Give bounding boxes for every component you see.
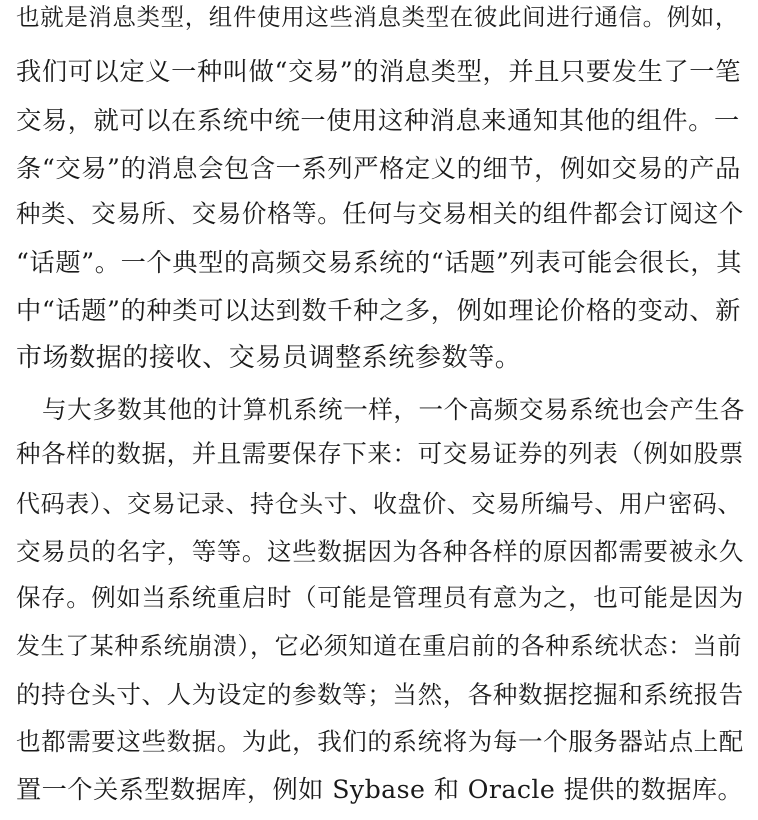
text-line: “话题”。一个典型的高频交易系统的“话题”列表可能会很长，其 (16, 248, 743, 277)
text-line: 市场数据的接收、交易员调整系统参数等。 (16, 343, 522, 373)
text-line: 也就是消息类型，组件使用这些消息类型在彼此间进行通信。例如， (16, 3, 739, 31)
text-line: 中“话题”的种类可以达到数千种之多，例如理论价格的变动、新 (16, 296, 741, 325)
text-line: 我们可以定义一种叫做“交易”的消息类型，并且只要发生了一笔 (16, 57, 741, 86)
text-line: 条“交易”的消息会包含一系列严格定义的细节，例如交易的产品 (16, 154, 741, 183)
text-line: 代码表）、交易记录、持仓头寸、收盘价、交易所编号、用户密码、 (16, 490, 742, 518)
text-line: 种各样的数据，并且需要保存下来：可交易证券的列表（例如股票 (16, 439, 744, 468)
text-line: 置一个关系型数据库，例如 Sybase 和 Oracle 提供的数据库。 (16, 775, 744, 804)
text-line: 交易，就可以在系统中统一使用这种消息来通知其他的组件。一 (16, 106, 740, 135)
text-line: 交易员的名字，等等。这些数据因为各种各样的原因都需要被永久 (16, 537, 744, 566)
text-line: 种类、交易所、交易价格等。任何与交易相关的组件都会订阅这个 (16, 199, 744, 228)
text-line: 与大多数其他的计算机系统一样，一个高频交易系统也会产生各 (42, 395, 745, 424)
text-line: 保存。例如当系统重启时（可能是管理员有意为之，也可能是因为 (16, 583, 744, 612)
text-line: 也都需要这些数据。为此，我们的系统将为每一个服务器站点上配 (16, 727, 744, 756)
text-line: 发生了某种系统崩溃），它必须知道在重启前的各种系统状态：当前 (16, 632, 742, 660)
text-line: 的持仓头寸、人为设定的参数等；当然，各种数据挖掘和系统报告 (16, 680, 744, 709)
